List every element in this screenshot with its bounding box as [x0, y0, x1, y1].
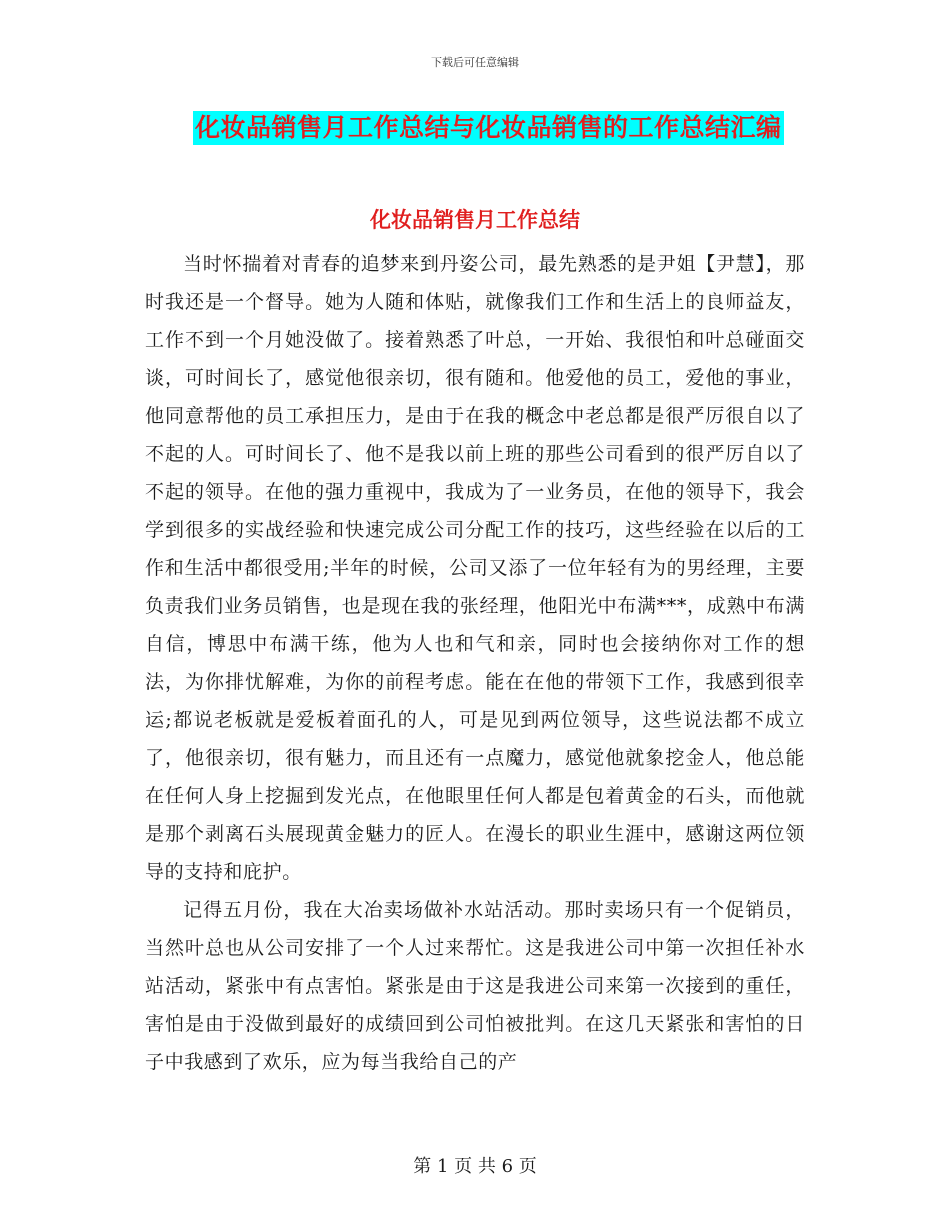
document-body	[145, 245, 805, 1081]
page-number: 第 1 页 共 6 页	[413, 1156, 537, 1177]
section-title: 化妆品销售月工作总结	[370, 208, 580, 232]
page-header-note: 下载后可任意编辑	[431, 56, 519, 69]
paragraph: 当时怀揣着对青春的追梦来到丹姿公司，最先熟悉的是尹姐【尹慧】，那时我还是一个督导。她为人随和体贴，就像我们工作和生活上的良师益友，工作不到一个月她没做了。接着熟悉了叶总，一开始、我很怕和叶总碰面交谈，可时间长了，感觉他很亲切，很有随和。他爱他的员工，爱他的事业，他同意帮他的员工承担压力，是由于在我的概念中老总都是很严厉很自以了不起的人。可时间长了、他不是我以前上班的那些公司看到的很严厉自以了不起的领导。在他的强力重视中，我成为了一业务员，在他的领导下，我会学到很多的实战经验和快速完成公司分配工作的技巧，这些经验在以后的工作和生活中都很受用;半年的时候，公司又添了一位年轻有为的男经理，主要负责我们业务员销售，也是现在我的张经理，他阳光中布满***，成熟中布满自信，博思中布满干练，他为人也和气和亲，同时也会接纳你对工作的想法，为你排忧解难，为你的前程考虑。能在在他的带领下工作，我感到很幸运;都说老板就是爱板着面孔的人，可是见到两位领导，这些说法都不成立了，他很亲切，很有魅力，而且还有一点魔力，感觉他就象挖金人，他总能在任何人身上挖掘到发光点，在他眼里任何人都是包着黄金的石头，而他就是那个剥离石头展现黄金魅力的匠人。在漫长的职业生涯中，感谢这两位领导的支持和庇护。	[145, 253, 805, 883]
document-title: 化妆品销售月工作总结与化妆品销售的工作总结汇编	[193, 111, 784, 145]
paragraph: 记得五月份，我在大冶卖场做补水站活动。那时卖场只有一个促销员，当然叶总也从公司安排了一个人过来帮忙。这是我进公司中第一次担任补水站活动，紧张中有点害怕。紧张是由于这是我进公司来第一次接到的重任，害怕是由于没做到最好的成绩回到公司怕被批判。在这几天紧张和害怕的日子中我感到了欢乐，应为每当我给自己的产	[145, 899, 805, 1073]
